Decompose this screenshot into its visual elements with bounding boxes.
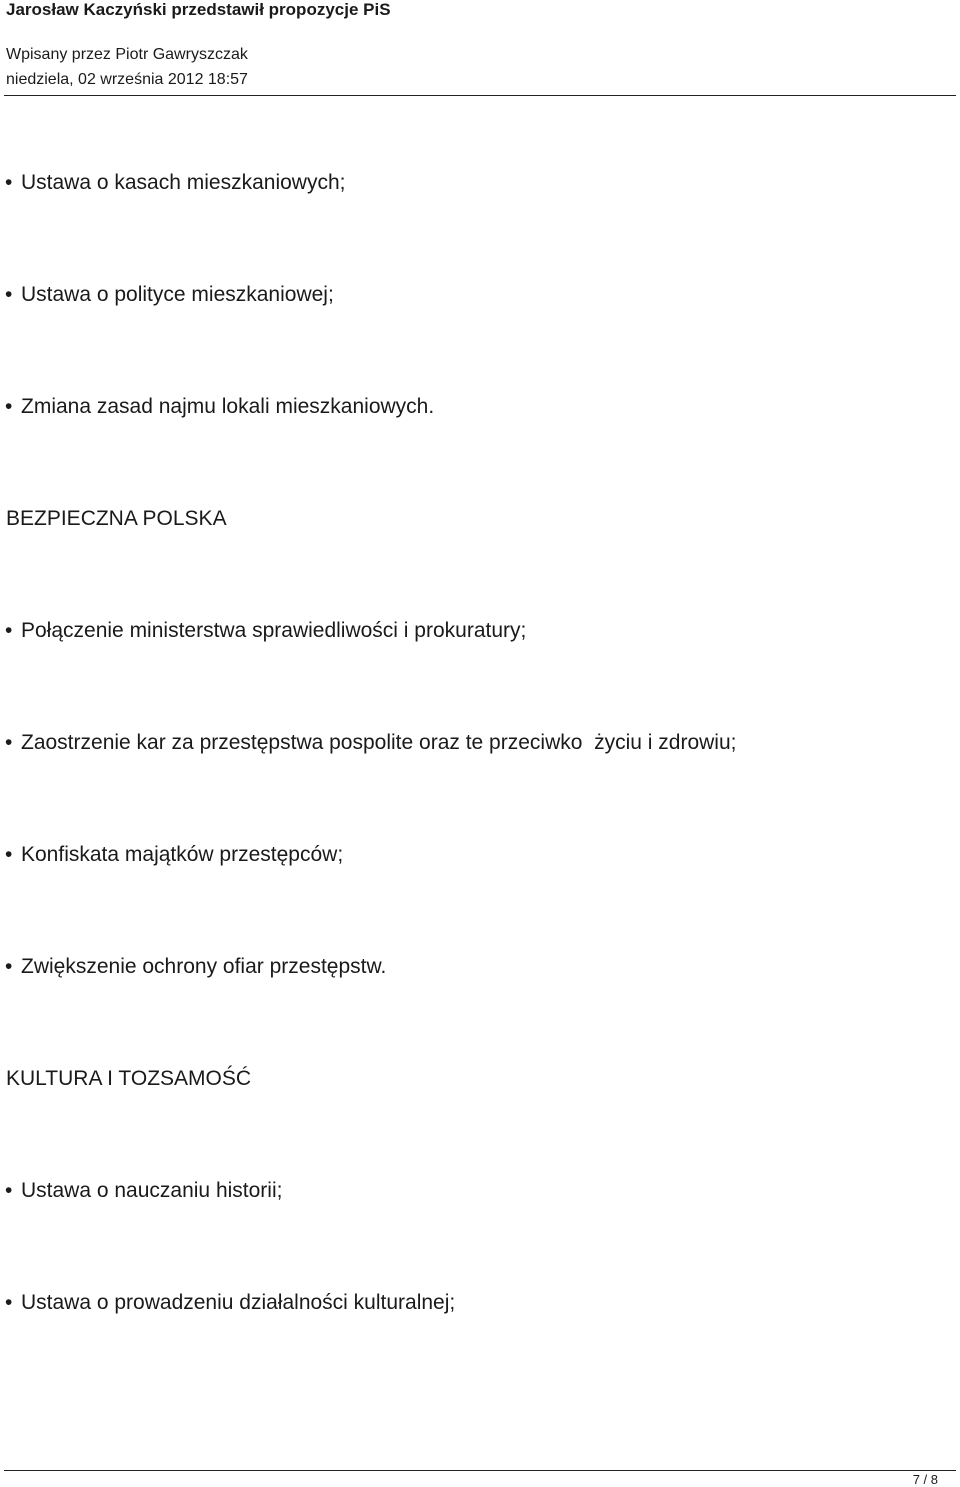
list-item-text: Ustawa o polityce mieszkaniowej;	[21, 283, 334, 306]
header-divider	[4, 95, 956, 96]
list-item: • Zmiana zasad najmu lokali mieszkaniowych.	[5, 395, 435, 418]
section-heading: KULTURA I TOZSAMOŚĆ	[6, 1067, 252, 1090]
list-item: • Połączenie ministerstwa sprawiedliwości i prokuratury;	[5, 619, 527, 642]
footer-divider	[4, 1470, 956, 1471]
list-item: • Konfiskata majątków przestępców;	[5, 843, 344, 866]
list-item: • Ustawa o nauczaniu historii;	[5, 1179, 283, 1202]
list-item: • Ustawa o kasach mieszkaniowych;	[5, 171, 346, 194]
list-item-text: Ustawa o kasach mieszkaniowych;	[21, 171, 346, 194]
list-item-text: Zmiana zasad najmu lokali mieszkaniowych.	[21, 395, 435, 418]
list-item-text: Połączenie ministerstwa sprawiedliwości i prokuratury;	[21, 619, 527, 642]
document-title: Jarosław Kaczyński przedstawił propozycje PiS	[6, 0, 391, 19]
list-item: • Zwiększenie ochrony ofiar przestępstw.	[5, 955, 387, 978]
author-line: Wpisany przez Piotr Gawryszczak	[6, 46, 248, 63]
list-item: • Zaostrzenie kar za przestępstwa pospolite oraz te przeciwko życiu i zdrowiu;	[5, 731, 737, 754]
list-item-text: Zaostrzenie kar za przestępstwa pospolite oraz te przeciwko życiu i zdrowiu;	[21, 731, 737, 754]
page-number: 7 / 8	[912, 1472, 938, 1487]
list-item-text: Zwiększenie ochrony ofiar przestępstw.	[21, 955, 387, 978]
list-item-text: Konfiskata majątków przestępców;	[21, 843, 344, 866]
list-item: • Ustawa o polityce mieszkaniowej;	[5, 283, 334, 306]
list-item-text: Ustawa o prowadzeniu działalności kulturalnej;	[21, 1291, 456, 1314]
list-item: • Ustawa o prowadzeniu działalności kulturalnej;	[5, 1291, 456, 1314]
list-item-text: Ustawa o nauczaniu historii;	[21, 1179, 283, 1202]
publish-date: niedziela, 02 września 2012 18:57	[6, 71, 248, 88]
section-heading: BEZPIECZNA POLSKA	[6, 507, 227, 530]
